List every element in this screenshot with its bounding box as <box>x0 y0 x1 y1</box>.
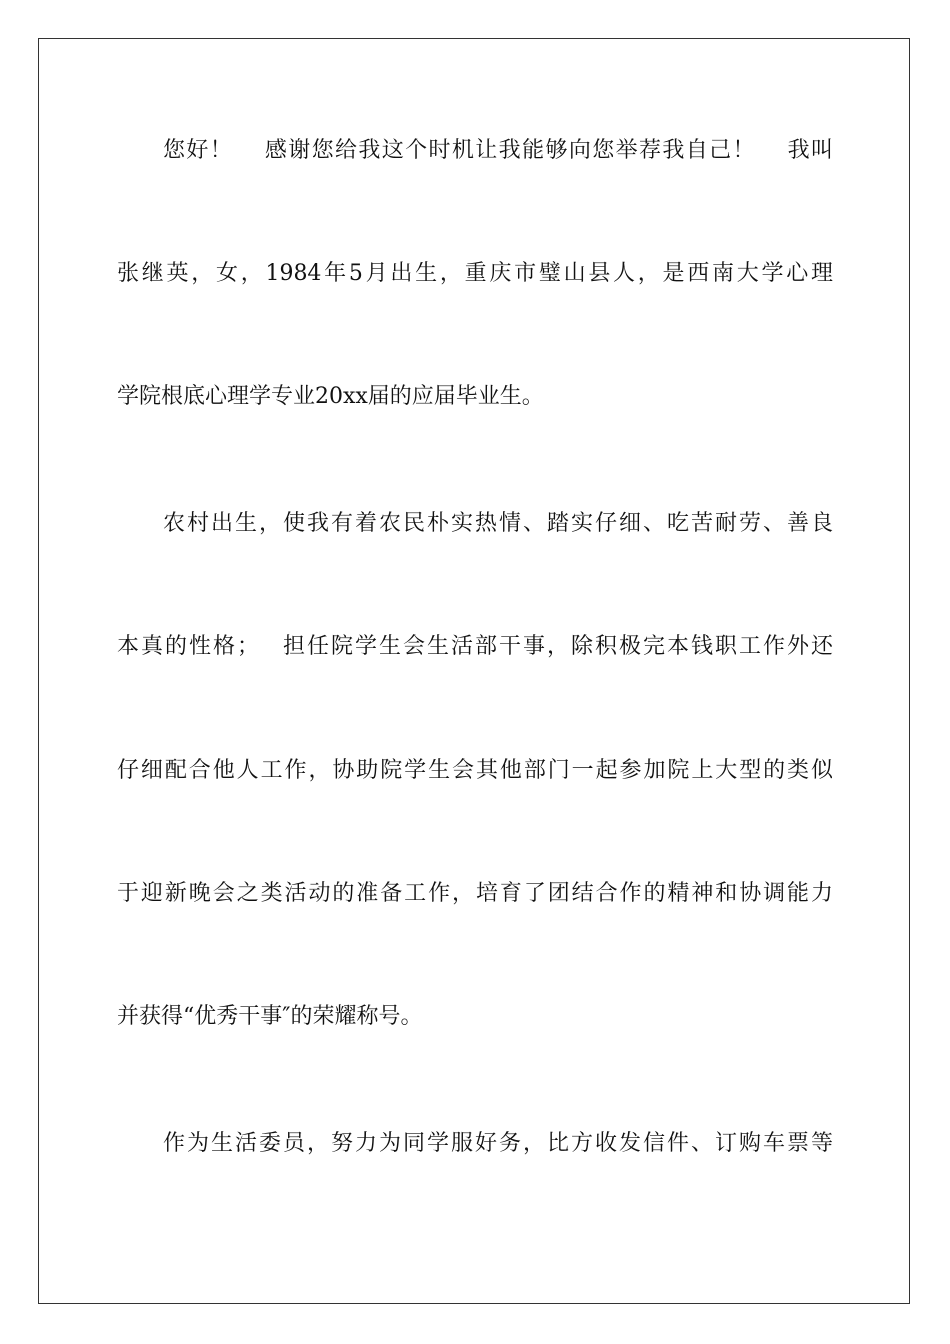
paragraph-1-line-2: 张继英，女，1984年5月出生，重庆市璧山县人，是西南大学心理 <box>117 261 833 286</box>
paragraph-2-line-3: 仔细配合他人工作，协助院学生会其他部门一起参加院上大型的类似 <box>117 758 833 783</box>
paragraph-2-line-5: 并获得“优秀干事″的荣耀称号。 <box>117 1004 423 1029</box>
paragraph-2-line-1: 农村出生，使我有着农民朴实热情、踏实仔细、吃苦耐劳、善良 <box>163 511 833 536</box>
document-page <box>38 38 910 1304</box>
paragraph-1-line-3: 学院根底心理学专业20xx届的应届毕业生。 <box>117 384 544 409</box>
paragraph-2-line-4: 于迎新晚会之类活动的准备工作，培育了团结合作的精神和协调能力 <box>117 881 833 906</box>
paragraph-3-line-1: 作为生活委员，努力为同学服好务，比方收发信件、订购车票等 <box>163 1131 833 1156</box>
paragraph-2-line-2: 本真的性格； 担任院学生会生活部干事，除积极完本钱职工作外还 <box>117 634 833 659</box>
paragraph-1-line-1: 您好！ 感谢您给我这个时机让我能够向您举荐我自己！ 我叫 <box>163 138 833 163</box>
